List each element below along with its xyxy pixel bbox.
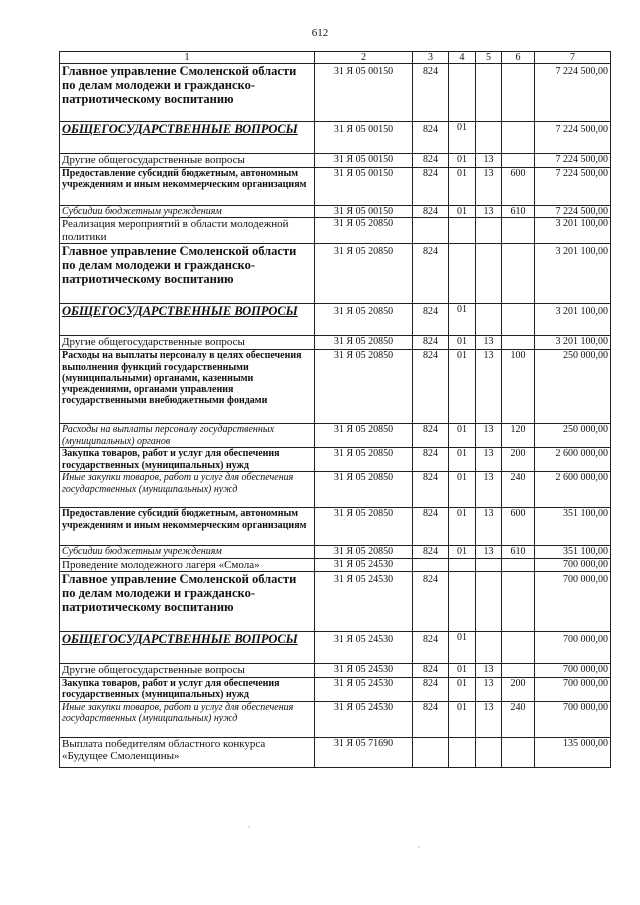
amount-cell: 2 600 000,00 (535, 472, 611, 508)
table-row (60, 244, 611, 304)
target-code-cell: 31 Я 05 20850 (315, 244, 413, 304)
section-code-cell: 01 (449, 546, 476, 558)
admin-code-cell: 824 (413, 677, 449, 701)
section-code-cell: 01 (449, 168, 476, 206)
amount-cell: 250 000,00 (535, 424, 611, 448)
admin-code-cell: 824 (413, 64, 449, 122)
column-number-7: 7 (535, 52, 611, 64)
row-name-cell: Иные закупки товаров, работ и услуг для обеспечения государственных (муниципальных) нужд (60, 701, 315, 737)
target-code-cell: 31 Я 05 20850 (315, 508, 413, 546)
expense-type-cell (502, 304, 535, 336)
subsection-code-cell: 13 (476, 663, 502, 677)
table-row (60, 304, 611, 336)
admin-code-cell (413, 558, 449, 571)
amount-cell: 3 201 100,00 (535, 304, 611, 336)
admin-code-cell: 824 (413, 350, 449, 424)
column-number-6: 6 (502, 52, 535, 64)
row-name-cell: Другие общегосударственные вопросы (60, 663, 315, 677)
column-number-2: 2 (315, 52, 413, 64)
subsection-code-cell (476, 244, 502, 304)
expense-type-cell (502, 631, 535, 663)
section-code-cell: 01 (449, 508, 476, 546)
section-code-cell: 01 (449, 122, 476, 154)
row-name-cell: Выплата победителям областного конкурса «Будущее Смоленщины» (60, 737, 315, 767)
subsection-code-cell: 13 (476, 350, 502, 424)
row-name-cell: Проведение молодежного лагеря «Смола» (60, 558, 315, 571)
section-code-cell (449, 64, 476, 122)
row-name-cell: Закупка товаров, работ и услуг для обеспечения государственных (муниципальных) нужд (60, 448, 315, 472)
amount-cell: 700 000,00 (535, 677, 611, 701)
target-code-cell: 31 Я 05 00150 (315, 154, 413, 168)
subsection-code-cell (476, 558, 502, 571)
expense-type-cell: 600 (502, 168, 535, 206)
admin-code-cell: 824 (413, 168, 449, 206)
table-row (60, 663, 611, 677)
admin-code-cell: 824 (413, 122, 449, 154)
target-code-cell: 31 Я 05 00150 (315, 206, 413, 218)
table-row (60, 558, 611, 571)
table-row (60, 122, 611, 154)
amount-cell: 7 224 500,00 (535, 122, 611, 154)
expense-type-cell: 610 (502, 546, 535, 558)
section-code-cell: 01 (449, 663, 476, 677)
table-row (60, 350, 611, 424)
section-code-cell (449, 737, 476, 767)
expense-type-cell: 240 (502, 472, 535, 508)
subsection-code-cell: 13 (476, 168, 502, 206)
table-row (60, 631, 611, 663)
expense-type-cell: 200 (502, 448, 535, 472)
subsection-code-cell (476, 737, 502, 767)
row-name-cell: Закупка товаров, работ и услуг для обеспечения государственных (муниципальных) нужд (60, 677, 315, 701)
target-code-cell: 31 Я 05 20850 (315, 218, 413, 244)
target-code-cell: 31 Я 05 24530 (315, 631, 413, 663)
table-row (60, 737, 611, 767)
admin-code-cell: 824 (413, 663, 449, 677)
target-code-cell: 31 Я 05 00150 (315, 122, 413, 154)
row-name-cell: Предоставление субсидий бюджетным, автономным учреждениям и иным некоммерческим организациям (60, 168, 315, 206)
amount-cell: 3 201 100,00 (535, 244, 611, 304)
admin-code-cell: 824 (413, 244, 449, 304)
admin-code-cell (413, 737, 449, 767)
table-row (60, 168, 611, 206)
section-code-cell: 01 (449, 631, 476, 663)
section-code-cell: 01 (449, 677, 476, 701)
target-code-cell: 31 Я 05 71690 (315, 737, 413, 767)
subsection-code-cell: 13 (476, 508, 502, 546)
target-code-cell: 31 Я 05 20850 (315, 336, 413, 350)
table-row (60, 154, 611, 168)
expense-type-cell (502, 336, 535, 350)
amount-cell: 700 000,00 (535, 558, 611, 571)
subsection-code-cell: 13 (476, 448, 502, 472)
table-row (60, 508, 611, 546)
target-code-cell: 31 Я 05 20850 (315, 472, 413, 508)
amount-cell: 700 000,00 (535, 701, 611, 737)
expense-type-cell: 200 (502, 677, 535, 701)
row-name-cell: ОБЩЕГОСУДАРСТВЕННЫЕ ВОПРОСЫ (60, 122, 315, 154)
expense-type-cell (502, 64, 535, 122)
target-code-cell: 31 Я 05 20850 (315, 424, 413, 448)
admin-code-cell: 824 (413, 336, 449, 350)
table-body (60, 52, 611, 768)
target-code-cell: 31 Я 05 20850 (315, 448, 413, 472)
expense-type-cell (502, 663, 535, 677)
subsection-code-cell (476, 218, 502, 244)
table-row (60, 472, 611, 508)
section-code-cell: 01 (449, 350, 476, 424)
expense-type-cell (502, 122, 535, 154)
amount-cell: 351 100,00 (535, 546, 611, 558)
section-code-cell (449, 244, 476, 304)
admin-code-cell: 824 (413, 206, 449, 218)
section-code-cell: 01 (449, 701, 476, 737)
row-name-cell: Иные закупки товаров, работ и услуг для обеспечения государственных (муниципальных) нужд (60, 472, 315, 508)
amount-cell: 3 201 100,00 (535, 336, 611, 350)
row-name-cell: ОБЩЕГОСУДАРСТВЕННЫЕ ВОПРОСЫ (60, 304, 315, 336)
amount-cell: 700 000,00 (535, 663, 611, 677)
subsection-code-cell (476, 304, 502, 336)
section-code-cell: 01 (449, 448, 476, 472)
table-row (60, 64, 611, 122)
subsection-code-cell: 13 (476, 472, 502, 508)
expense-type-cell (502, 571, 535, 631)
section-code-cell (449, 558, 476, 571)
column-number-4: 4 (449, 52, 476, 64)
target-code-cell: 31 Я 05 20850 (315, 350, 413, 424)
row-name-cell: Главное управление Смоленской области по делам молодежи и гражданско-патриотическому воспитанию (60, 571, 315, 631)
amount-cell: 7 224 500,00 (535, 168, 611, 206)
page-number: 612 (311, 27, 329, 39)
admin-code-cell: 824 (413, 304, 449, 336)
subsection-code-cell (476, 571, 502, 631)
table-row (60, 448, 611, 472)
amount-cell: 2 600 000,00 (535, 448, 611, 472)
amount-cell: 700 000,00 (535, 631, 611, 663)
admin-code-cell (413, 218, 449, 244)
table-row (60, 677, 611, 701)
admin-code-cell: 824 (413, 508, 449, 546)
target-code-cell: 31 Я 05 00150 (315, 64, 413, 122)
table-row (60, 424, 611, 448)
subsection-code-cell: 13 (476, 546, 502, 558)
section-code-cell: 01 (449, 154, 476, 168)
column-number-1: 1 (60, 52, 315, 64)
expense-type-cell (502, 558, 535, 571)
row-name-cell: Субсидии бюджетным учреждениям (60, 206, 315, 218)
expense-type-cell: 600 (502, 508, 535, 546)
subsection-code-cell (476, 631, 502, 663)
table-row (60, 206, 611, 218)
subsection-code-cell: 13 (476, 424, 502, 448)
subsection-code-cell: 13 (476, 677, 502, 701)
row-name-cell: Реализация мероприятий в области молодежной политики (60, 218, 315, 244)
admin-code-cell: 824 (413, 448, 449, 472)
expense-type-cell: 610 (502, 206, 535, 218)
amount-cell: 135 000,00 (535, 737, 611, 767)
amount-cell: 7 224 500,00 (535, 154, 611, 168)
admin-code-cell: 824 (413, 154, 449, 168)
table-row (60, 546, 611, 558)
target-code-cell: 31 Я 05 24530 (315, 701, 413, 737)
row-name-cell: Другие общегосударственные вопросы (60, 336, 315, 350)
target-code-cell: 31 Я 05 20850 (315, 304, 413, 336)
admin-code-cell: 824 (413, 472, 449, 508)
target-code-cell: 31 Я 05 24530 (315, 571, 413, 631)
amount-cell: 351 100,00 (535, 508, 611, 546)
row-name-cell: ОБЩЕГОСУДАРСТВЕННЫЕ ВОПРОСЫ (60, 631, 315, 663)
row-name-cell: Другие общегосударственные вопросы (60, 154, 315, 168)
amount-cell: 7 224 500,00 (535, 206, 611, 218)
row-name-cell: Расходы на выплаты персоналу в целях обеспечения выполнения функций государственными (муниципальными) органами, казенными учреждениями, органами управления государственными внебюджетными фондами (60, 350, 315, 424)
expense-type-cell (502, 218, 535, 244)
scan-speck (248, 826, 250, 828)
section-code-cell: 01 (449, 424, 476, 448)
admin-code-cell: 824 (413, 631, 449, 663)
expense-type-cell (502, 244, 535, 304)
admin-code-cell: 824 (413, 546, 449, 558)
section-code-cell (449, 571, 476, 631)
table-row (60, 701, 611, 737)
column-number-5: 5 (476, 52, 502, 64)
section-code-cell: 01 (449, 336, 476, 350)
subsection-code-cell (476, 64, 502, 122)
row-name-cell: Главное управление Смоленской области по делам молодежи и гражданско-патриотическому воспитанию (60, 64, 315, 122)
expense-type-cell (502, 154, 535, 168)
row-name-cell: Предоставление субсидий бюджетным, автономным учреждениям и иным некоммерческим организациям (60, 508, 315, 546)
subsection-code-cell: 13 (476, 701, 502, 737)
amount-cell: 7 224 500,00 (535, 64, 611, 122)
admin-code-cell: 824 (413, 424, 449, 448)
subsection-code-cell: 13 (476, 154, 502, 168)
section-code-cell: 01 (449, 304, 476, 336)
target-code-cell: 31 Я 05 24530 (315, 663, 413, 677)
row-name-cell: Субсидии бюджетным учреждениям (60, 546, 315, 558)
column-number-row (60, 52, 611, 64)
admin-code-cell: 824 (413, 571, 449, 631)
table-row (60, 336, 611, 350)
table-row (60, 571, 611, 631)
target-code-cell: 31 Я 05 24530 (315, 558, 413, 571)
expense-type-cell: 120 (502, 424, 535, 448)
target-code-cell: 31 Я 05 20850 (315, 546, 413, 558)
amount-cell: 3 201 100,00 (535, 218, 611, 244)
row-name-cell: Главное управление Смоленской области по делам молодежи и гражданско-патриотическому воспитанию (60, 244, 315, 304)
subsection-code-cell: 13 (476, 336, 502, 350)
budget-table (59, 51, 611, 768)
target-code-cell: 31 Я 05 00150 (315, 168, 413, 206)
subsection-code-cell: 13 (476, 206, 502, 218)
expense-type-cell (502, 737, 535, 767)
expense-type-cell: 240 (502, 701, 535, 737)
expense-type-cell: 100 (502, 350, 535, 424)
target-code-cell: 31 Я 05 24530 (315, 677, 413, 701)
subsection-code-cell (476, 122, 502, 154)
section-code-cell: 01 (449, 472, 476, 508)
scan-speck (418, 846, 420, 848)
section-code-cell: 01 (449, 206, 476, 218)
admin-code-cell: 824 (413, 701, 449, 737)
column-number-3: 3 (413, 52, 449, 64)
table-row (60, 218, 611, 244)
amount-cell: 700 000,00 (535, 571, 611, 631)
section-code-cell (449, 218, 476, 244)
amount-cell: 250 000,00 (535, 350, 611, 424)
row-name-cell: Расходы на выплаты персоналу государственных (муниципальных) органов (60, 424, 315, 448)
